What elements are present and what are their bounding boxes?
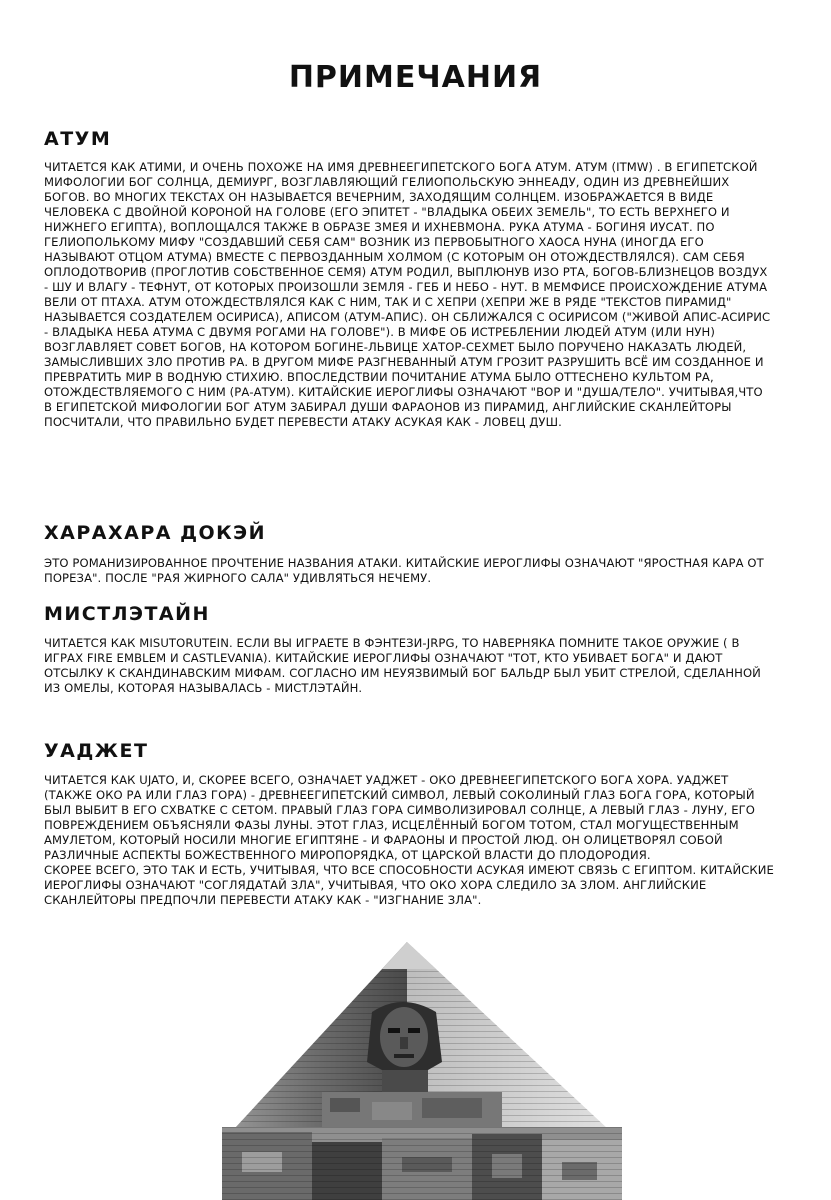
section-text-mistletein	[44, 636, 774, 696]
section-text-atum	[44, 160, 774, 430]
section-text-wadjet	[44, 773, 774, 908]
section-heading-harahara-dokei: ХАРАХАРА ДОКЭЙ	[44, 522, 267, 544]
section-heading-atum: АТУМ	[44, 128, 112, 150]
paragraph: ЭТО РОМАНИЗИРОВАННОЕ ПРОЧТЕНИЕ НАЗВАНИЯ АТАКИ. КИТАЙСКИЕ ИЕРОГЛИФЫ ОЗНАЧАЮТ "ЯРОСТНАЯ КАРА ОТ ПОРЕЗА". ПОСЛЕ "РАЯ ЖИРНОГО САЛА" УДИВЛЯТЬСЯ НЕЧЕМУ.	[44, 556, 764, 585]
page-title: ПРИМЕЧАНИЯ	[288, 60, 543, 95]
section-heading-mistletein: МИСТЛЭТАЙН	[44, 603, 210, 625]
sphinx-body	[322, 1092, 502, 1132]
pyramid-sphinx-illustration	[222, 942, 622, 1200]
paragraph: СКОРЕЕ ВСЕГО, ЭТО ТАК И ЕСТЬ, УЧИТЫВАЯ, ЧТО ВСЕ СПОСОБНОСТИ АСУКАЯ ИМЕЮТ СВЯЗЬ С ЕГИПТОМ. КИТАЙСКИЕ ИЕРОГЛИФЫ ОЗНАЧАЮТ "СОГЛЯДАТАЙ ЗЛА", УЧИТЫВАЯ, ЧТО ОКО ХОРА СЛЕДИЛО ЗА ЗЛОМ. АНГЛИЙСКИЕ СКАНЛЕЙТОРЫ ПРЕДПОЧЛИ ПЕРЕВЕСТИ АТАКУ КАК - "ИЗГНАНИЕ ЗЛА".	[44, 863, 774, 907]
paragraph: ЧИТАЕТСЯ КАК MISUTORUTEIN. ЕСЛИ ВЫ ИГРАЕТЕ В ФЭНТЕЗИ-JRPG, ТО НАВЕРНЯКА ПОМНИТЕ ТАКОЕ ОРУЖИЕ ( В ИГРАХ FIRE EMBLEM И CASTLEVANIA). КИТАЙСКИЕ ИЕРОГЛИФЫ ОЗНАЧАЮТ "ТОТ, КТО УБИВАЕТ БОГА" И ДАЮТ ОТСЫЛКУ К СКАНДИНАВСКИМ МИФАМ. СОГЛАСНО ИМ НЕУЯЗВИМЫЙ БОГ БАЛЬДР БЫЛ УБИТ СТРЕЛОЙ, СДЕЛАННОЙ ИЗ ОМЕЛЫ, КОТОРАЯ НАЗЫВАЛАСЬ - МИСТЛЭТАЙН.	[44, 636, 761, 695]
paragraph: ЧИТАЕТСЯ КАК АТИМИ, И ОЧЕНЬ ПОХОЖЕ НА ИМЯ ДРЕВНЕЕГИПЕТСКОГО БОГА АТУМ. АТУМ (ITMW) . В ЕГИПЕТСКОЙ МИФОЛОГИИ БОГ СОЛНЦА, ДЕМИУРГ, ВОЗГЛАВЛЯЮЩИЙ ГЕЛИОПОЛЬСКУЮ ЭННЕАДУ, ОДИН ИЗ ДРЕВНЕЙШИХ БОГОВ. ВО МНОГИХ ТЕКСТАХ ОН НАЗЫВАЕТСЯ ВЕЧЕРНИМ, ЗАХОДЯЩИМ СОЛНЦЕМ. ИЗОБРАЖАЕТСЯ В ВИДЕ ЧЕЛОВЕКА С ДВОЙНОЙ КОРОНОЙ НА ГОЛОВЕ (ЕГО ЭПИТЕТ - "ВЛАДЫКА ОБЕИХ ЗЕМЕЛЬ", ТО ЕСТЬ ВЕРХНЕГО И НИЖНЕГО ЕГИПТА), ВОПЛОЩАЛСЯ ТАКЖЕ В ОБРАЗЕ ЗМЕЯ И ИХНЕВМОНА. РУКА АТУМА - БОГИНЯ ИУСАТ. ПО ГЕЛИОПОЛЬКОМУ МИФУ "СОЗДАВШИЙ СЕБЯ САМ" ВОЗНИК ИЗ ПЕРВОБЫТНОГО ХАОСА НУНА (ИНОГДА ЕГО НАЗЫВАЮТ ОТЦОМ АТУМА) ВМЕСТЕ С ПЕРВОЗДАННЫМ ХОЛМОМ (С КОТОРЫМ ОН ОТОЖДЕСТВЛЯЛСЯ). САМ СЕБЯ ОПЛОДОТВОРИВ (ПРОГЛОТИВ СОБСТВЕННОЕ СЕМЯ) АТУМ РОДИЛ, ВЫПЛЮНУВ ИЗО РТА, БОГОВ-БЛИЗНЕЦОВ ВОЗДУХ - ШУ И ВЛАГУ - ТЕФНУТ, ОТ КОТОРЫХ ПРОИЗОШЛИ ЗЕМЛЯ - ГЕБ И НЕБО - НУТ. В МЕМФИСЕ ПРОИСХОЖДЕНИЕ АТУМА ВЕЛИ ОТ ПТАХА. АТУМ ОТОЖДЕСТВЛЯЛСЯ КАК С НИМ, ТАК И С ХЕПРИ (ХЕПРИ ЖЕ В РЯДЕ "ТЕКСТОВ ПИРАМИД" НАЗЫВАЕТСЯ СОЗДАТЕЛЕМ ОСИРИСА), АПИСОМ (АТУМ-АПИС). ОН СБЛИЖАЛСЯ С ОСИРИСОМ ("ЖИВОЙ АПИС-АСИРИС - ВЛАДЫКА НЕБА АТУМА С ДВУМЯ РОГАМИ НА ГОЛОВЕ"). В МИФЕ ОБ ИСТРЕБЛЕНИИ ЛЮДЕЙ АТУМ (ИЛИ НУН) ВОЗГЛАВЛЯЕТ СОВЕТ БОГОВ, НА КОТОРОМ БОГИНЕ-ЛЬВИЦЕ ХАТОР-СЕХМЕТ БЫЛО ПОРУЧЕНО НАКАЗАТЬ ЛЮДЕЙ, ЗАМЫСЛИВШИХ ЗЛО ПРОТИВ РА. В ДРУГОМ МИФЕ РАЗГНЕВАННЫЙ АТУМ ГРОЗИТ РАЗРУШИТЬ ВСЁ ИМ СОЗДАННОЕ И ПРЕВРАТИТЬ МИР В ВОДНУЮ СТИХИЮ. ВПОСЛЕДСТВИИ ПОЧИТАНИЕ АТУМА БЫЛО ОТТЕСНЕНО КУЛЬТОМ РА, ОТОЖДЕСТВЛЯЕМОГО С НИМ (РА-АТУМ). КИТАЙСКИЕ ИЕРОГЛИФЫ ОЗНАЧАЮТ "ВОР И "ДУША/ТЕЛО". УЧИТЫВАЯ,ЧТО В ЕГИПЕТСКОЙ МИФОЛОГИИ БОГ АТУМ ЗАБИРАЛ ДУШИ ФАРАОНОВ ИЗ ПИРАМИД, АНГЛИЙСКИЕ СКАНЛЕЙТОРЫ ПОСЧИТАЛИ, ЧТО ПРАВИЛЬНО БУДЕТ ПЕРЕВЕСТИ АТАКУ АСУКАЯ КАК - ЛОВЕЦ ДУШ.	[44, 160, 771, 429]
paragraph: ЧИТАЕТСЯ КАК UJATO, И, СКОРЕЕ ВСЕГО, ОЗНАЧАЕТ УАДЖЕТ - ОКО ДРЕВНЕЕГИПЕТСКОГО БОГА ХОРА. УАДЖЕТ (ТАКЖЕ ОКО РА ИЛИ ГЛАЗ ГОРА) - ДРЕВНЕЕГИПЕТСКИЙ СИМВОЛ, ЛЕВЫЙ СОКОЛИНЫЙ ГЛАЗ БОГА ГОРА, КОТОРЫЙ БЫЛ ВЫБИТ В ЕГО СХВАТКЕ С СЕТОМ. ПРАВЫЙ ГЛАЗ ГОРА СИМВОЛИЗИРОВАЛ СОЛНЦЕ, А ЛЕВЫЙ ГЛАЗ - ЛУНУ, ЕГО ПОВРЕЖДЕНИЕМ ОБЪЯСНЯЛИ ФАЗЫ ЛУНЫ. ЭТОТ ГЛАЗ, ИСЦЕЛЁННЫЙ БОГОМ ТОТОМ, СТАЛ МОГУЩЕСТВЕННЫМ АМУЛЕТОМ, КОТОРЫЙ НОСИЛИ МНОГИЕ ЕГИПТЯНЕ - И ФАРАОНЫ И ПРОСТОЙ ЛЮД. ОН ОЛИЦЕТВОРЯЛ СОБОЙ РАЗЛИЧНЫЕ АСПЕКТЫ БОЖЕСТВЕННОГО МИРОПОРЯДКА, ОТ ЦАРСКОЙ ВЛАСТИ ДО ПЛОДОРОДИЯ.	[44, 773, 756, 862]
section-heading-wadjet: УАДЖЕТ	[44, 740, 149, 762]
section-text-harahara-dokei	[44, 556, 774, 586]
